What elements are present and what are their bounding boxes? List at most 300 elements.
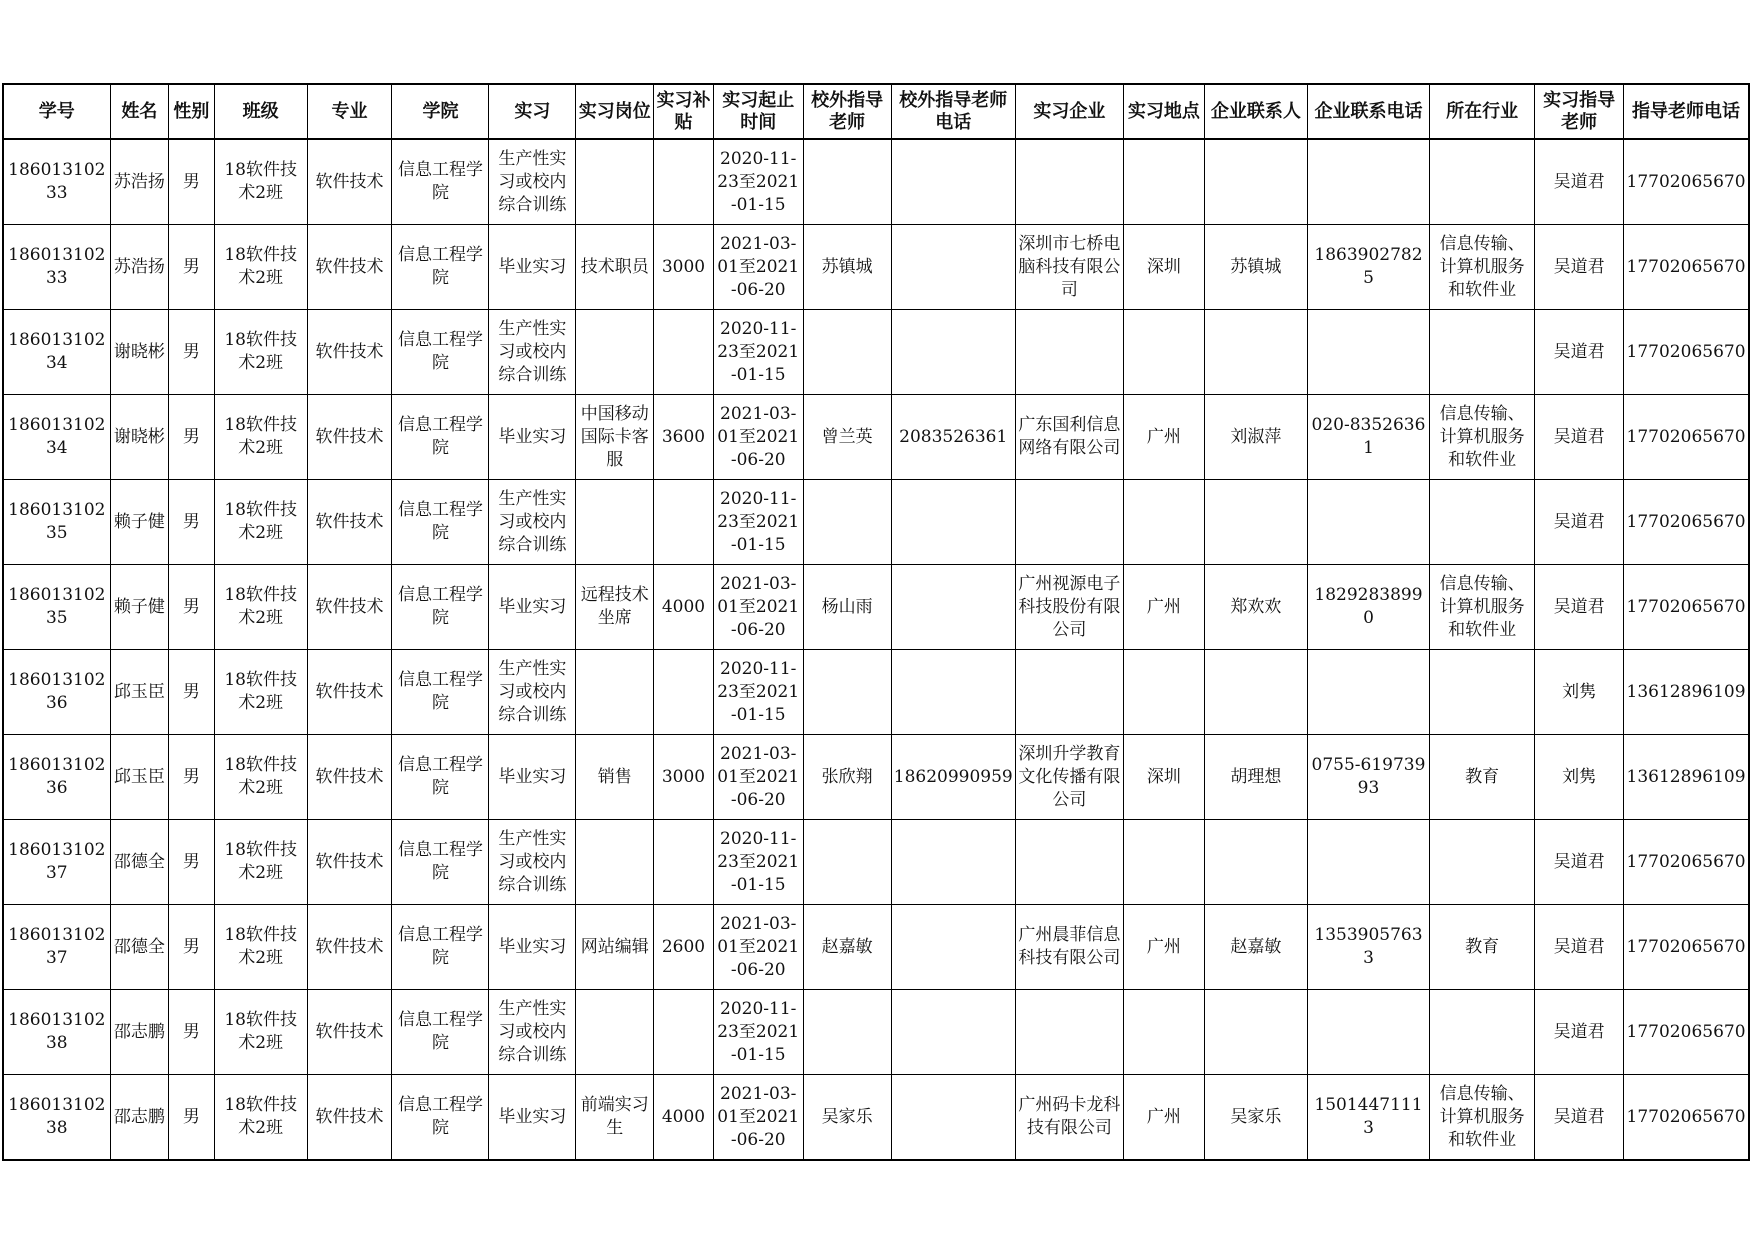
- cell-position: [576, 225, 654, 310]
- cell-company-phone: [1307, 905, 1429, 990]
- cell-college: [392, 310, 489, 395]
- cell-text: 刘隽: [1562, 766, 1597, 787]
- cell-major: [307, 225, 392, 310]
- cell-text: 广州: [1146, 1106, 1181, 1127]
- cell-student-id: [3, 565, 110, 650]
- cell-text: 毕业实习: [498, 936, 567, 957]
- cell-text: 刘隽: [1562, 681, 1597, 702]
- cell-internship-mentor: [1535, 225, 1624, 310]
- cell-position: [576, 650, 654, 735]
- cell-position: [576, 990, 654, 1075]
- cell-company-contact: [1204, 225, 1307, 310]
- cell-company: [1015, 820, 1123, 905]
- cell-text: 18601310234: [8, 330, 106, 373]
- cell-text: 18软件技术2班: [224, 1010, 297, 1053]
- cell-text: 男: [182, 596, 200, 617]
- cell-subsidy: [654, 225, 714, 310]
- cell-text: 17702065670: [1626, 1106, 1746, 1127]
- cell-text: 广州码卡龙科技有限公司: [1018, 1095, 1121, 1138]
- cell-class: [214, 565, 307, 650]
- cell-text: 18软件技术2班: [224, 670, 297, 713]
- cell-external-mentor: [803, 480, 891, 565]
- cell-internship-type: [489, 1075, 576, 1161]
- cell-text: 生产性实习或校内综合训练: [498, 658, 567, 725]
- cell-mentor-phone: [1624, 565, 1749, 650]
- cell-name: [110, 820, 169, 905]
- cell-company: [1015, 990, 1123, 1075]
- cell-text: 远程技术坐席: [580, 585, 649, 628]
- cell-college: [392, 565, 489, 650]
- cell-gender: [169, 990, 214, 1075]
- cell-name: [110, 735, 169, 820]
- cell-class: [214, 1075, 307, 1161]
- cell-internship-mentor: [1535, 139, 1624, 225]
- cell-subsidy: [654, 735, 714, 820]
- cell-mentor-phone: [1624, 820, 1749, 905]
- cell-external-mentor: [803, 395, 891, 480]
- cell-text: 18292838990: [1314, 585, 1423, 628]
- cell-period: [713, 139, 803, 225]
- cell-text: 男: [182, 936, 200, 957]
- cell-gender: [169, 225, 214, 310]
- cell-text: 广州: [1146, 596, 1181, 617]
- cell-text: 13612896109: [1626, 766, 1746, 787]
- cell-internship-type: [489, 225, 576, 310]
- cell-text: 信息工程学院: [397, 500, 483, 543]
- cell-mentor-phone: [1624, 225, 1749, 310]
- cell-major: [307, 1075, 392, 1161]
- cell-text: 销售: [597, 766, 632, 787]
- cell-text: 18601310236: [8, 755, 106, 798]
- cell-location: [1123, 990, 1204, 1075]
- cell-text: 2020-11-23至2021-01-15: [717, 658, 800, 725]
- cell-position: [576, 480, 654, 565]
- cell-class: [214, 395, 307, 480]
- cell-text: 男: [182, 851, 200, 872]
- cell-internship-mentor: [1535, 735, 1624, 820]
- cell-internship-type: [489, 395, 576, 480]
- cell-text: 软件技术: [315, 341, 384, 362]
- cell-external-mentor: [803, 310, 891, 395]
- cell-period: [713, 650, 803, 735]
- header-industry: 所在行业: [1430, 84, 1535, 139]
- cell-external-mentor-phone: [891, 905, 1015, 990]
- cell-gender: [169, 310, 214, 395]
- table-row: [3, 735, 1749, 820]
- cell-gender: [169, 565, 214, 650]
- cell-name: [110, 480, 169, 565]
- cell-position: [576, 735, 654, 820]
- cell-college: [392, 820, 489, 905]
- cell-industry: [1430, 139, 1535, 225]
- cell-internship-type: [489, 139, 576, 225]
- cell-text: 18639027825: [1314, 245, 1423, 288]
- cell-gender: [169, 395, 214, 480]
- table-row: [3, 395, 1749, 480]
- cell-text: 毕业实习: [498, 596, 567, 617]
- cell-text: 18软件技术2班: [224, 500, 297, 543]
- cell-industry: [1430, 735, 1535, 820]
- cell-internship-mentor: [1535, 395, 1624, 480]
- cell-external-mentor-phone: [891, 395, 1015, 480]
- cell-external-mentor-phone: [891, 650, 1015, 735]
- cell-class: [214, 139, 307, 225]
- cell-major: [307, 565, 392, 650]
- cell-class: [214, 225, 307, 310]
- cell-period: [713, 310, 803, 395]
- cell-text: 吴道君: [1553, 426, 1605, 447]
- cell-text: 邱玉臣: [113, 766, 165, 787]
- cell-text: 吴道君: [1553, 171, 1605, 192]
- cell-external-mentor: [803, 225, 891, 310]
- cell-name: [110, 565, 169, 650]
- header-company: 实习企业: [1015, 84, 1123, 139]
- cell-position: [576, 395, 654, 480]
- cell-position: [576, 905, 654, 990]
- cell-mentor-phone: [1624, 650, 1749, 735]
- cell-student-id: [3, 650, 110, 735]
- cell-internship-mentor: [1535, 905, 1624, 990]
- cell-external-mentor: [803, 905, 891, 990]
- cell-gender: [169, 820, 214, 905]
- header-row: [3, 84, 1749, 139]
- cell-text: 软件技术: [315, 936, 384, 957]
- cell-period: [713, 565, 803, 650]
- cell-text: 男: [182, 256, 200, 277]
- cell-text: 赖子健: [113, 596, 165, 617]
- cell-company: [1015, 139, 1123, 225]
- cell-major: [307, 310, 392, 395]
- cell-text: 18601310235: [8, 500, 106, 543]
- cell-text: 谢晓彬: [113, 341, 165, 362]
- cell-text: 吴道君: [1553, 936, 1605, 957]
- cell-external-mentor: [803, 990, 891, 1075]
- cell-company-phone: [1307, 395, 1429, 480]
- cell-text: 2020-11-23至2021-01-15: [717, 148, 800, 215]
- cell-text: 18601310237: [8, 925, 106, 968]
- cell-text: 17702065670: [1626, 511, 1746, 532]
- cell-text: 信息工程学院: [397, 840, 483, 883]
- cell-text: 教育: [1465, 766, 1500, 787]
- cell-mentor-phone: [1624, 905, 1749, 990]
- cell-company-contact: [1204, 565, 1307, 650]
- cell-location: [1123, 905, 1204, 990]
- cell-class: [214, 905, 307, 990]
- cell-text: 吴道君: [1553, 1106, 1605, 1127]
- cell-subsidy: [654, 310, 714, 395]
- table-row: [3, 990, 1749, 1075]
- cell-name: [110, 225, 169, 310]
- cell-text: 赖子健: [113, 511, 165, 532]
- cell-class: [214, 480, 307, 565]
- cell-text: 信息工程学院: [397, 330, 483, 373]
- cell-text: 18601310238: [8, 1010, 106, 1053]
- cell-text: 吴家乐: [821, 1106, 873, 1127]
- cell-college: [392, 139, 489, 225]
- cell-company-phone: [1307, 990, 1429, 1075]
- cell-text: 3000: [661, 766, 706, 787]
- table-row: [3, 225, 1749, 310]
- cell-text: 苏浩扬: [113, 256, 165, 277]
- cell-text: 谢晓彬: [113, 426, 165, 447]
- cell-internship-type: [489, 990, 576, 1075]
- table-row: [3, 820, 1749, 905]
- cell-class: [214, 820, 307, 905]
- cell-text: 邱玉臣: [113, 681, 165, 702]
- cell-name: [110, 990, 169, 1075]
- cell-internship-mentor: [1535, 820, 1624, 905]
- cell-text: 软件技术: [315, 511, 384, 532]
- cell-major: [307, 139, 392, 225]
- cell-text: 男: [182, 1106, 200, 1127]
- cell-major: [307, 820, 392, 905]
- cell-company: [1015, 225, 1123, 310]
- cell-mentor-phone: [1624, 395, 1749, 480]
- cell-external-mentor: [803, 1075, 891, 1161]
- cell-text: 信息工程学院: [397, 415, 483, 458]
- cell-internship-mentor: [1535, 650, 1624, 735]
- cell-text: 毕业实习: [498, 1106, 567, 1127]
- cell-text: 赵嘉敏: [1230, 936, 1282, 957]
- cell-text: 信息传输、计算机服务和软件业: [1439, 573, 1525, 640]
- cell-text: 深圳市七桥电脑科技有限公司: [1018, 233, 1121, 300]
- cell-text: 吴道君: [1553, 511, 1605, 532]
- cell-major: [307, 905, 392, 990]
- cell-text: 18601310236: [8, 670, 106, 713]
- cell-external-mentor: [803, 735, 891, 820]
- cell-text: 18软件技术2班: [224, 1095, 297, 1138]
- cell-external-mentor-phone: [891, 735, 1015, 820]
- cell-text: 17702065670: [1626, 851, 1746, 872]
- cell-text: 深圳升学教育文化传播有限公司: [1018, 743, 1121, 810]
- cell-text: 曾兰英: [821, 426, 873, 447]
- cell-student-id: [3, 905, 110, 990]
- cell-text: 软件技术: [315, 426, 384, 447]
- cell-student-id: [3, 735, 110, 820]
- cell-industry: [1430, 820, 1535, 905]
- cell-internship-mentor: [1535, 1075, 1624, 1161]
- cell-text: 2021-03-01至2021-06-20: [717, 743, 800, 810]
- cell-text: 17702065670: [1626, 1021, 1746, 1042]
- cell-text: 2021-03-01至2021-06-20: [717, 913, 800, 980]
- cell-text: 0755-61973993: [1311, 755, 1426, 798]
- cell-industry: [1430, 225, 1535, 310]
- header-position: 实习岗位: [576, 84, 654, 139]
- cell-text: 前端实习生: [580, 1095, 649, 1138]
- cell-mentor-phone: [1624, 480, 1749, 565]
- cell-college: [392, 395, 489, 480]
- table-row: [3, 310, 1749, 395]
- cell-text: 3000: [661, 256, 706, 277]
- cell-company: [1015, 565, 1123, 650]
- cell-text: 020-83526361: [1311, 415, 1426, 458]
- cell-internship-type: [489, 565, 576, 650]
- cell-text: 信息传输、计算机服务和软件业: [1439, 1083, 1525, 1150]
- cell-text: 信息工程学院: [397, 245, 483, 288]
- cell-text: 技术职员: [580, 256, 649, 277]
- cell-company-contact: [1204, 480, 1307, 565]
- cell-text: 2021-03-01至2021-06-20: [717, 573, 800, 640]
- cell-text: 毕业实习: [498, 766, 567, 787]
- cell-company-contact: [1204, 735, 1307, 820]
- cell-company-phone: [1307, 565, 1429, 650]
- header-location: 实习地点: [1123, 84, 1204, 139]
- cell-text: 生产性实习或校内综合训练: [498, 148, 567, 215]
- cell-company: [1015, 480, 1123, 565]
- cell-location: [1123, 395, 1204, 480]
- cell-location: [1123, 650, 1204, 735]
- header-class: 班级: [214, 84, 307, 139]
- cell-text: 18620990959: [893, 766, 1013, 787]
- cell-text: 4000: [661, 1106, 706, 1127]
- cell-name: [110, 905, 169, 990]
- cell-major: [307, 395, 392, 480]
- cell-text: 广州晨菲信息科技有限公司: [1018, 925, 1121, 968]
- cell-text: 18软件技术2班: [224, 840, 297, 883]
- cell-text: 软件技术: [315, 1021, 384, 1042]
- cell-name: [110, 395, 169, 480]
- table-body: [3, 139, 1749, 1160]
- cell-text: 18601310237: [8, 840, 106, 883]
- cell-text: 男: [182, 1021, 200, 1042]
- cell-text: 17702065670: [1626, 596, 1746, 617]
- cell-subsidy: [654, 990, 714, 1075]
- cell-class: [214, 310, 307, 395]
- cell-industry: [1430, 395, 1535, 480]
- cell-text: 广东国利信息网络有限公司: [1018, 415, 1121, 458]
- cell-mentor-phone: [1624, 1075, 1749, 1161]
- cell-subsidy: [654, 820, 714, 905]
- cell-text: 信息工程学院: [397, 925, 483, 968]
- cell-industry: [1430, 480, 1535, 565]
- cell-external-mentor-phone: [891, 820, 1015, 905]
- cell-class: [214, 990, 307, 1075]
- cell-location: [1123, 480, 1204, 565]
- cell-period: [713, 990, 803, 1075]
- cell-student-id: [3, 990, 110, 1075]
- cell-text: 信息传输、计算机服务和软件业: [1439, 403, 1525, 470]
- cell-company-phone: [1307, 650, 1429, 735]
- cell-college: [392, 1075, 489, 1161]
- cell-text: 18软件技术2班: [224, 925, 297, 968]
- table-row: [3, 650, 1749, 735]
- cell-text: 生产性实习或校内综合训练: [498, 998, 567, 1065]
- cell-text: 邵德全: [113, 851, 165, 872]
- cell-name: [110, 1075, 169, 1161]
- cell-text: 生产性实习或校内综合训练: [498, 488, 567, 555]
- cell-text: 吴道君: [1553, 341, 1605, 362]
- cell-internship-mentor: [1535, 565, 1624, 650]
- cell-text: 17702065670: [1626, 936, 1746, 957]
- cell-student-id: [3, 139, 110, 225]
- cell-company: [1015, 395, 1123, 480]
- cell-text: 软件技术: [315, 596, 384, 617]
- table-row: [3, 480, 1749, 565]
- cell-text: 吴道君: [1553, 1021, 1605, 1042]
- cell-student-id: [3, 480, 110, 565]
- cell-text: 18601310233: [8, 160, 106, 203]
- cell-industry: [1430, 310, 1535, 395]
- cell-text: 2021-03-01至2021-06-20: [717, 233, 800, 300]
- cell-text: 毕业实习: [498, 256, 567, 277]
- header-major: 专业: [307, 84, 392, 139]
- cell-period: [713, 820, 803, 905]
- cell-internship-type: [489, 480, 576, 565]
- header-student-id: 学号: [3, 84, 110, 139]
- cell-position: [576, 565, 654, 650]
- cell-text: 18601310235: [8, 585, 106, 628]
- cell-text: 2020-11-23至2021-01-15: [717, 488, 800, 555]
- cell-external-mentor-phone: [891, 480, 1015, 565]
- cell-text: 吴道君: [1553, 256, 1605, 277]
- cell-text: 信息工程学院: [397, 160, 483, 203]
- cell-subsidy: [654, 565, 714, 650]
- cell-text: 18软件技术2班: [224, 415, 297, 458]
- cell-text: 18软件技术2班: [224, 755, 297, 798]
- cell-class: [214, 735, 307, 820]
- cell-college: [392, 735, 489, 820]
- cell-location: [1123, 310, 1204, 395]
- cell-major: [307, 990, 392, 1075]
- cell-location: [1123, 735, 1204, 820]
- cell-subsidy: [654, 1075, 714, 1161]
- cell-text: 软件技术: [315, 1106, 384, 1127]
- header-name: 姓名: [110, 84, 169, 139]
- cell-text: 18软件技术2班: [224, 330, 297, 373]
- cell-student-id: [3, 395, 110, 480]
- cell-text: 生产性实习或校内综合训练: [498, 828, 567, 895]
- cell-text: 信息工程学院: [397, 1010, 483, 1053]
- cell-company-contact: [1204, 395, 1307, 480]
- cell-text: 赵嘉敏: [821, 936, 873, 957]
- cell-text: 13612896109: [1626, 681, 1746, 702]
- cell-text: 软件技术: [315, 681, 384, 702]
- cell-text: 信息工程学院: [397, 670, 483, 713]
- cell-company: [1015, 905, 1123, 990]
- cell-external-mentor: [803, 565, 891, 650]
- cell-text: 信息工程学院: [397, 1095, 483, 1138]
- cell-college: [392, 990, 489, 1075]
- cell-text: 苏镇城: [1230, 256, 1282, 277]
- header-external-mentor-phone: 校外指导老师电话: [891, 84, 1015, 139]
- cell-internship-mentor: [1535, 310, 1624, 395]
- cell-student-id: [3, 1075, 110, 1161]
- cell-internship-type: [489, 905, 576, 990]
- cell-text: 软件技术: [315, 256, 384, 277]
- cell-text: 男: [182, 511, 200, 532]
- cell-period: [713, 735, 803, 820]
- cell-text: 广州视源电子科技股份有限公司: [1018, 573, 1121, 640]
- cell-period: [713, 480, 803, 565]
- cell-location: [1123, 565, 1204, 650]
- cell-company-phone: [1307, 735, 1429, 820]
- cell-company-contact: [1204, 1075, 1307, 1161]
- cell-text: 18601310238: [8, 1095, 106, 1138]
- cell-mentor-phone: [1624, 310, 1749, 395]
- cell-text: 吴家乐: [1230, 1106, 1282, 1127]
- cell-text: 毕业实习: [498, 426, 567, 447]
- cell-company-contact: [1204, 820, 1307, 905]
- cell-mentor-phone: [1624, 990, 1749, 1075]
- cell-text: 苏镇城: [821, 256, 873, 277]
- header-internship: 实习: [489, 84, 576, 139]
- cell-internship-type: [489, 310, 576, 395]
- cell-text: 深圳: [1146, 766, 1181, 787]
- header-subsidy: 实习补贴: [654, 84, 714, 139]
- cell-mentor-phone: [1624, 139, 1749, 225]
- cell-external-mentor-phone: [891, 990, 1015, 1075]
- cell-company-contact: [1204, 650, 1307, 735]
